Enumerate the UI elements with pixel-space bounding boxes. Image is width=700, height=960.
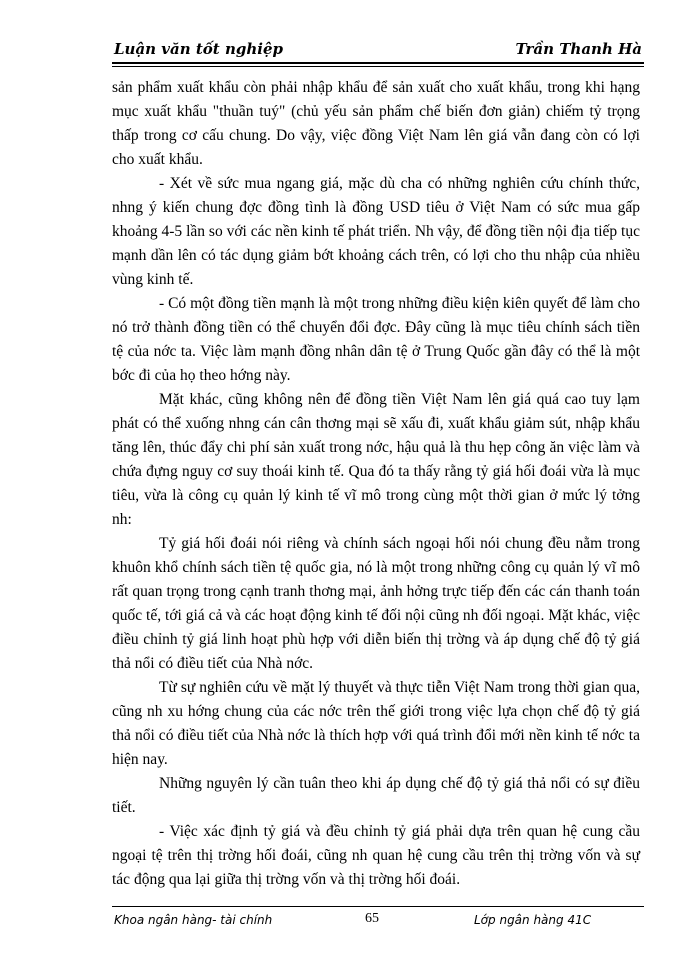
paragraph-purchasing-power: - Xét về sức mua ngang giá, mặc dù cha có những nghiên cứu chính thức, nhng ý kiến chung đợc đồng tình là đồng USD tiêu ở Việt Nam có sức mua gấp khoảng 4-5 lần so với các nền kinh tế phát triển. Nh vậy, để đồng tiền nội địa tiếp tục mạnh dần lên có tác dụng giảm bớt khoảng cách trên, có lợi cho thu nhập của nhiều vùng kinh tế. xyxy=(112,175,640,288)
footer-class: Lớp ngân hàng 41C xyxy=(474,913,592,927)
footer-faculty: Khoa ngân hàng- tài chính xyxy=(114,913,273,927)
header-thesis-title: Luận văn tốt nghiệp xyxy=(114,40,283,58)
paragraph-continuation: sản phẩm xuất khẩu còn phải nhập khẩu để sản xuất cho xuất khẩu, trong khi hạng mục xuất khẩu "thuần tuý" (chủ yếu sản phẩm chế biến đơn giản) chiếm tỷ trọng thấp trong cơ cấu chung. Do vậy, việc đồng Việt Nam lên giá vẫn đang còn có lợi cho xuất khẩu. xyxy=(112,79,640,168)
paragraph-research-conclusion: Từ sự nghiên cứu về mặt lý thuyết và thực tiễn Việt Nam trong thời gian qua, cũng nh xu hớng chung của các nớc trên thế giới trong việc lựa chọn chế độ tỷ giá thả nổi có điều tiết của Nhà nớc là thích hợp với quá trình đổi mới nền kinh tế nớc ta hiện nay. xyxy=(112,679,640,768)
page-header xyxy=(112,32,644,64)
page-footer xyxy=(112,906,644,937)
paragraph-other-hand: Mặt khác, cũng không nên để đồng tiền Việt Nam lên giá quá cao tuy lạm phát có thể xuống nhng cán cân thơng mại sẽ xấu đi, xuất khẩu giảm sút, nhập khẩu tăng lên, thúc đẩy chi phí sản xuất trong nớc, hậu quả là thu hẹp công ăn việc làm và chứa đựng nguy cơ suy thoái kinh tế. Qua đó ta thấy rằng tỷ giá hối đoái vừa là mục tiêu, vừa là công cụ quản lý kinh tế vĩ mô trong cùng một thời gian ở mức lý tởng nh: xyxy=(112,391,640,528)
page-number: 65 xyxy=(365,911,379,926)
document-body xyxy=(112,76,640,892)
paragraph-strong-currency: - Có một đồng tiền mạnh là một trong những điều kiện kiên quyết để làm cho nó trở thành đồng tiền có thể chuyển đổi đợc. Đây cũng là mục tiêu chính sách tiền tệ của nớc ta. Việc làm mạnh đồng nhân dân tệ ở Trung Quốc gần đây có thể là một bớc đi của họ theo hớng này. xyxy=(112,295,640,384)
paragraph-principles-intro: Những nguyên lý cần tuân theo khi áp dụng chế độ tỷ giá thả nổi có sự điều tiết. xyxy=(112,775,640,816)
header-author-name: Trần Thanh Hà xyxy=(515,40,642,58)
paragraph-exchange-rate-policy: Tỷ giá hối đoái nói riêng và chính sách ngoại hối nói chung đều nằm trong khuôn khổ chính sách tiền tệ quốc gia, nó là một trong những công cụ quản lý vĩ mô rất quan trọng trong cạnh tranh thơng mại, ảnh hởng trực tiếp đến các cán thanh toán quốc tế, tới giá cả và các hoạt động kinh tế đối nội cũng nh đối ngoại. Mặt khác, việc điều chỉnh tỷ giá linh hoạt phù hợp với diễn biến thị trờng và áp dụng chế độ tỷ giá thả nổi có điều tiết của Nhà nớc. xyxy=(112,535,640,672)
paragraph-principle-1: - Việc xác định tỷ giá và đều chỉnh tỷ giá phải dựa trên quan hệ cung cầu ngoại tệ trên thị trờng hối đoái, cũng nh quan hệ cung cầu trên thị trờng vốn và sự tác động qua lại giữa thị trờng vốn và thị trờng hối đoái. xyxy=(112,823,640,888)
